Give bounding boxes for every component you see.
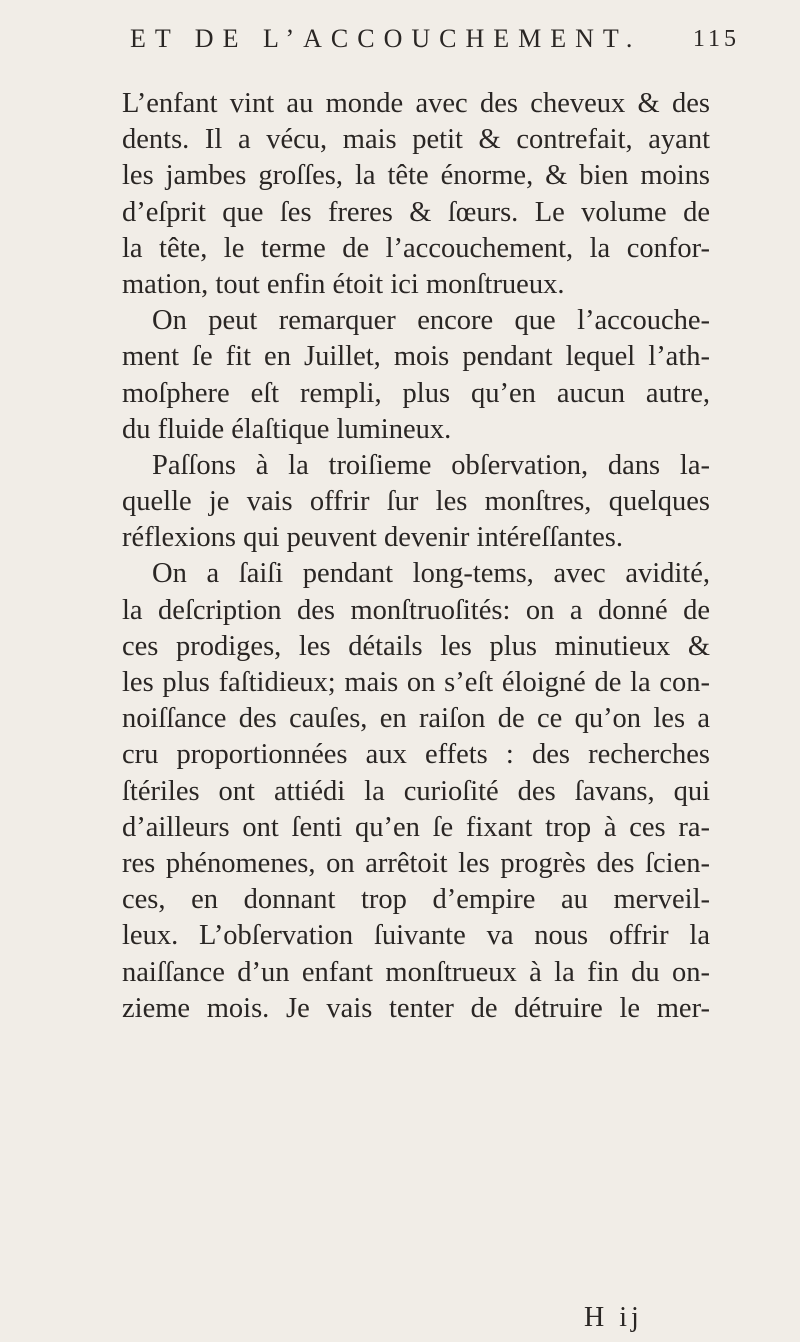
text-line: quelle je vais offrir ſur les monſtres, quelques [122, 486, 710, 518]
text-line: res phénomenes, on arrêtoit les progrès des ſcien- [122, 847, 710, 879]
text-line: les jambes groſſes, la tête énorme, & bien moins [122, 160, 710, 192]
text-line: On peut remarquer encore que l’accouche- [152, 305, 710, 337]
text-line: dents. Il a vécu, mais petit & contrefait, ayant [122, 124, 710, 156]
text-line: leux. L’obſervation ſuivante va nous offrir la [122, 920, 710, 952]
text-line: d’ailleurs ont ſenti qu’en ſe fixant trop à ces ra- [122, 811, 710, 843]
text-line: les plus faſtidieux; mais on s’eſt éloigné de la con- [122, 667, 710, 698]
body-text [122, 86, 710, 1027]
text-line: réflexions qui peuvent devenir intéreſſantes. [122, 522, 623, 554]
text-line: noiſſance des cauſes, en raiſon de ce qu’on les a [122, 703, 710, 735]
text-line: zieme mois. Je vais tenter de détruire le mer- [122, 992, 710, 1024]
text-line: la deſcription des monſtruoſités: on a donné de [122, 594, 710, 626]
text-line: ces, en donnant trop d’empire au merveil- [122, 884, 710, 916]
text-line: du fluide élaſtique lumineux. [122, 413, 452, 445]
text-line: ces prodiges, les détails les plus minutieux & [122, 630, 710, 662]
signature-mark: H ij [584, 1302, 643, 1333]
text-line: L’enfant vint au monde avec des cheveux & des [122, 88, 710, 119]
text-line: la tête, le terme de l’accouchement, la confor- [122, 232, 710, 264]
text-line: mation, tout enfin étoit ici monſtrueux. [122, 268, 565, 300]
page-number: 115 [692, 26, 740, 52]
text-line: moſphere eſt rempli, plus qu’en aucun autre, [122, 377, 710, 409]
running-header [100, 20, 740, 70]
text-line: cru proportionnées aux effets : des recherches [122, 739, 710, 771]
header-title: ET DE L’ACCOUCHEMENT. [130, 24, 642, 53]
text-line: ſtériles ont attiédi la curioſité des ſavans, qui [122, 775, 710, 807]
text-line: ment ſe fit en Juillet, mois pendant lequel l’ath- [122, 341, 710, 373]
text-line: Paſſons à la troiſieme obſervation, dans la- [152, 449, 710, 481]
text-line: naiſſance d’un enfant monſtrueux à la fin du on- [122, 956, 710, 988]
text-line: d’eſprit que ſes freres & ſœurs. Le volume de [122, 196, 710, 228]
text-line: On a ſaiſi pendant long-tems, avec avidité, [152, 558, 710, 590]
